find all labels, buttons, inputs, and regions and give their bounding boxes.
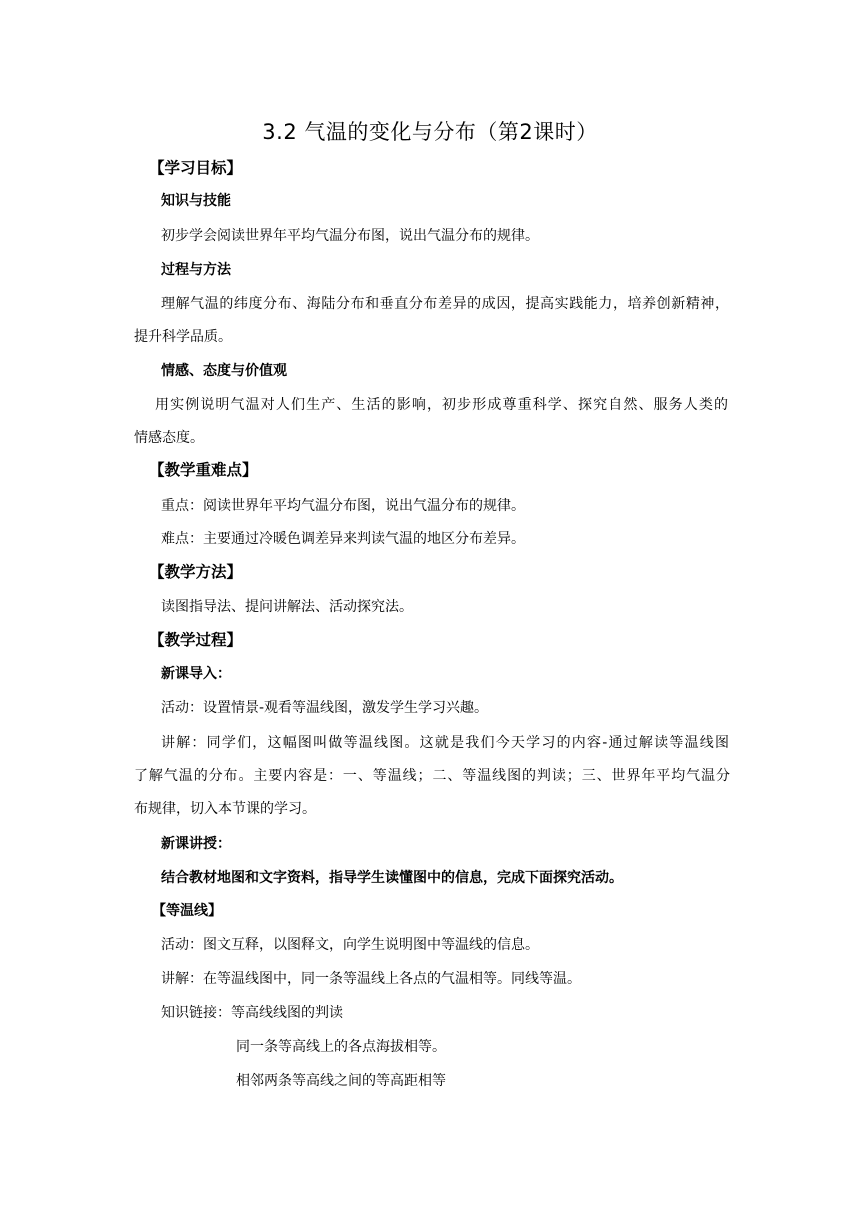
knowledge-heading: 知识与技能 — [161, 193, 231, 209]
key-difficult-heading: 【教学重难点】 — [149, 461, 258, 479]
isotherm-explain: 讲解：在等温线图中，同一条等温线上各点的气温相等。同线等温。 — [161, 971, 581, 987]
lecture-guidance: 结合教材地图和文字资料，指导学生读懂图中的信息，完成下面探究活动。 — [161, 870, 623, 886]
page-title: 3.2 气温的变化与分布（第2课时） — [262, 120, 598, 144]
process-text-line2: 提升科学品质。 — [134, 329, 232, 345]
process-text-line1: 理解气温的纬度分布、海陆分布和垂直分布差异的成因，提高实践能力，培养创新精神， — [161, 296, 729, 312]
knowledge-link: 知识链接：等高线线图的判读 — [161, 1005, 343, 1021]
difficult-point: 难点：主要通过冷暖色调差异来判读气温的地区分布差异。 — [161, 531, 525, 547]
intro-explain-line3: 布规律，切入本节课的学习。 — [134, 801, 316, 817]
isotherm-activity: 活动：图文互释，以图释文，向学生说明图中等温线的信息。 — [161, 937, 539, 953]
isotherm-heading: 【等温线】 — [152, 903, 222, 919]
method-heading: 【教学方法】 — [149, 563, 243, 581]
emotion-text-line1: 用实例说明气温对人们生产、生活的影响，初步形成尊重科学、探究自然、服务人类的 — [155, 397, 728, 413]
knowledge-link-item-1: 同一条等高线上的各点海拔相等。 — [236, 1039, 446, 1055]
intro-activity: 活动：设置情景-观看等温线图，激发学生学习兴趣。 — [161, 700, 489, 716]
lecture-heading: 新课讲授： — [161, 836, 231, 852]
knowledge-link-item-2: 相邻两条等高线之间的等高距相等 — [236, 1073, 446, 1089]
teaching-process-heading: 【教学过程】 — [149, 631, 243, 649]
intro-heading: 新课导入： — [161, 666, 231, 682]
method-text: 读图指导法、提问讲解法、活动探究法。 — [161, 599, 413, 615]
key-point: 重点：阅读世界年平均气温分布图，说出气温分布的规律。 — [161, 498, 525, 514]
knowledge-text: 初步学会阅读世界年平均气温分布图，说出气温分布的规律。 — [161, 228, 539, 244]
emotion-text-line2: 情感态度。 — [134, 430, 204, 446]
emotion-heading: 情感、态度与价值观 — [161, 363, 287, 379]
objectives-heading: 【学习目标】 — [149, 159, 243, 177]
process-heading: 过程与方法 — [161, 262, 231, 278]
intro-explain-line1: 讲解：同学们，这幅图叫做等温线图。这就是我们今天学习的内容-通过解读等温线图 — [161, 735, 729, 751]
intro-explain-line2: 了解气温的分布。主要内容是：一、等温线；二、等温线图的判读；三、世界年平均气温分 — [134, 768, 730, 784]
